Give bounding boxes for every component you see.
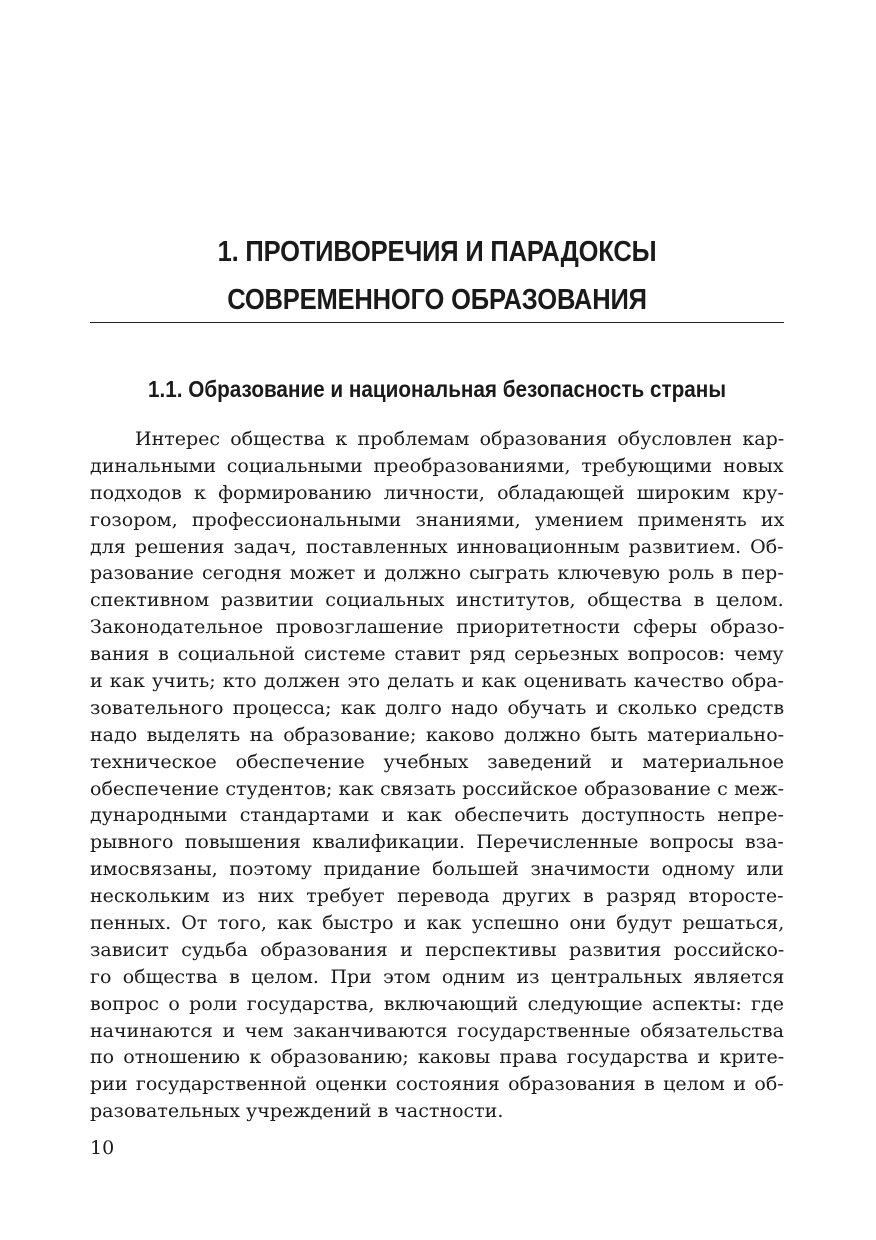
body-line: обеспечение студентов; как связать российское образование с меж- <box>90 777 784 800</box>
body-line: го общества в целом. При этом одним из центральных является <box>90 965 785 988</box>
body-line: дународными стандартами и как обеспечить доступность непре- <box>90 804 784 827</box>
body-line: вания в социальной системе ставит ряд серьезных вопросов: чему <box>90 643 784 666</box>
chapter-title <box>132 228 743 324</box>
chapter-title-line-1: 1. ПРОТИВОРЕЧИЯ И ПАРАДОКСЫ <box>217 236 657 268</box>
body-line: рии государственной оценки состояния образования в целом и об- <box>90 1073 784 1096</box>
body-line: Интерес общества к проблемам образования обусловлен кар- <box>135 428 785 450</box>
body-line: начинаются и чем заканчиваются государственные обязательства <box>90 1019 784 1042</box>
body-line: Законодательное провозглашение приоритетности сферы образо- <box>90 616 785 639</box>
page-number: 10 <box>90 1137 115 1159</box>
body-line: зовательного процесса; как долго надо обучать и сколько средств <box>90 696 785 719</box>
title-divider <box>90 322 784 323</box>
chapter-title-line-2: СОВРЕМЕННОГО ОБРАЗОВАНИЯ <box>227 284 647 316</box>
body-line: вопрос о роли государства, включающий следующие аспекты: где <box>90 992 784 1015</box>
body-line: разовательных учреждений в частности. <box>90 1100 504 1123</box>
body-line: подходов к формированию личности, обладающей широким кру- <box>90 481 784 504</box>
body-paragraph <box>90 426 784 1125</box>
body-line: для решения задач, поставленных инновационным развитием. Об- <box>90 535 784 558</box>
body-line: рывного повышения квалификации. Перечисленные вопросы вза- <box>90 831 784 854</box>
body-line: пенных. От того, как быстро и как успешно они будут решаться, <box>90 912 785 935</box>
body-line: и как учить; кто должен это делать и как оценивать качество обра- <box>90 670 784 693</box>
body-line: надо выделять на образование; каково должно быть материально- <box>90 723 785 746</box>
body-line: по отношению к образованию; каковы права государства и крите- <box>90 1046 785 1069</box>
body-line: гозором, профессиональными знаниями, умением применять их <box>90 508 785 531</box>
body-line: имосвязаны, поэтому придание большей значимости одному или <box>90 858 784 881</box>
body-line: разование сегодня может и должно сыграть ключевую роль в пер- <box>90 562 784 585</box>
section-title: 1.1. Образование и национальная безопасность страны <box>147 376 726 402</box>
body-line: техническое обеспечение учебных заведений и материальное <box>90 750 784 773</box>
body-line: нескольким из них требует перевода других в разряд второсте- <box>90 885 784 908</box>
body-line: динальными социальными преобразованиями, требующими новых <box>90 454 784 477</box>
body-line: зависит судьба образования и перспективы развития российско- <box>90 938 785 961</box>
body-line: спективном развитии социальных институтов, общества в целом. <box>90 589 784 612</box>
